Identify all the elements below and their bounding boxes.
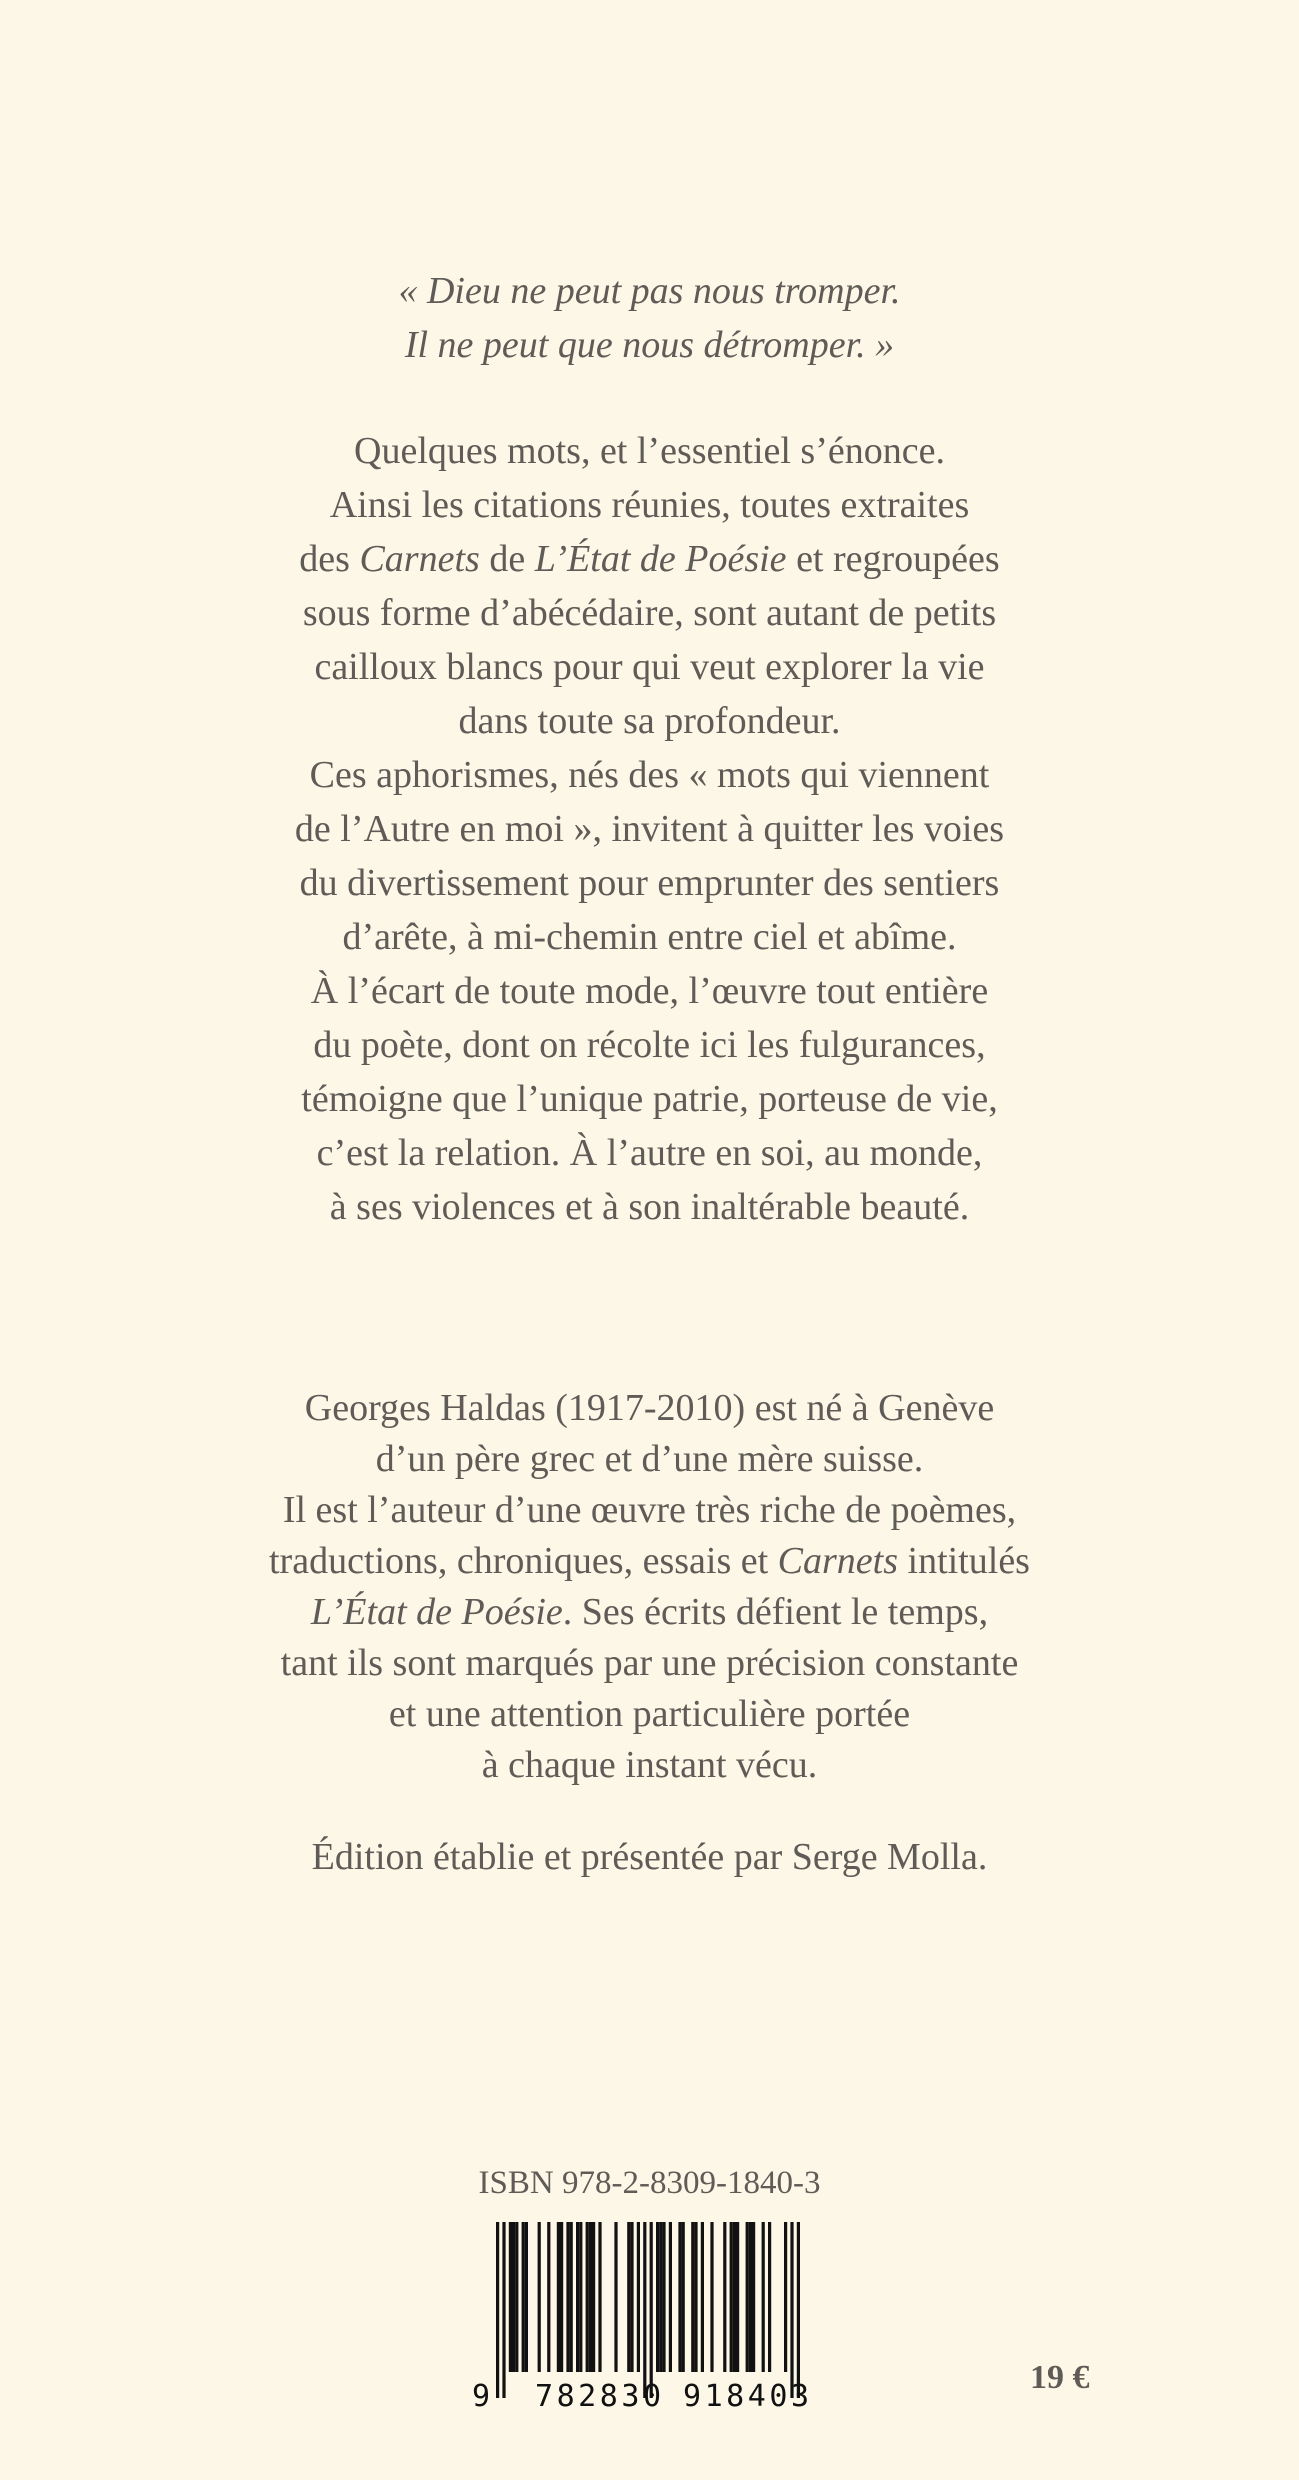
barcode-bar bbox=[694, 2222, 697, 2372]
bio-line: tant ils sont marqués par une précision constante bbox=[280, 1642, 1019, 1684]
blurb-line: Quelques mots, et l’essentiel s’énonce. bbox=[354, 430, 945, 472]
bio-line: Il est l’auteur d’une œuvre très riche de poèmes, bbox=[282, 1489, 1017, 1531]
barcode-bar bbox=[614, 2222, 617, 2372]
blurb-line: du divertissement pour emprunter des sentiers bbox=[299, 862, 1000, 904]
blurb-line: cailloux blancs pour qui veut explorer la vie bbox=[314, 646, 985, 688]
etat-de-poesie-title: L’État de Poésie bbox=[310, 1591, 563, 1633]
blurb-line: dans toute sa profondeur. bbox=[458, 700, 841, 742]
carnets-title: Carnets bbox=[777, 1540, 899, 1582]
blurb-line: du poète, dont on récolte ici les fulgurances, bbox=[313, 1024, 986, 1066]
barcode-bar bbox=[790, 2222, 793, 2398]
edition-credit-text: Édition établie et présentée par Serge Molla. bbox=[311, 1836, 988, 1878]
barcode-bar bbox=[650, 2222, 653, 2398]
barcode-bar bbox=[509, 2222, 512, 2372]
barcode-bar bbox=[736, 2222, 739, 2372]
barcode-bar bbox=[515, 2222, 518, 2372]
barcode-bar bbox=[710, 2222, 713, 2372]
barcode-bar bbox=[723, 2222, 726, 2372]
barcode-bar bbox=[566, 2222, 569, 2372]
barcode-bar bbox=[538, 2222, 541, 2372]
barcode-bar bbox=[749, 2222, 752, 2372]
barcode-bar bbox=[797, 2222, 800, 2398]
barcode-bar bbox=[669, 2222, 672, 2372]
barcode-bar bbox=[656, 2222, 659, 2372]
barcode-bar bbox=[570, 2222, 573, 2372]
blurb-line: À l’écart de toute mode, l’œuvre tout entière bbox=[310, 970, 989, 1012]
barcode-bar bbox=[598, 2222, 601, 2372]
blurb-line: c’est la relation. À l’autre en soi, au monde, bbox=[316, 1132, 983, 1174]
blurb-line: sous forme d’abécédaire, sont autant de petits bbox=[302, 592, 997, 634]
barcode-bar bbox=[547, 2222, 550, 2372]
barcode-bar bbox=[496, 2222, 499, 2398]
blurb-line: Ainsi les citations réunies, toutes extraites bbox=[329, 484, 970, 526]
barcode-bar bbox=[752, 2222, 755, 2372]
barcode-bar bbox=[784, 2222, 787, 2372]
ean-barcode bbox=[470, 2222, 840, 2412]
barcode-bar bbox=[576, 2222, 579, 2372]
bio-line: L’État de Poésie. Ses écrits défient le temps, bbox=[310, 1591, 989, 1633]
bio-line: d’un père grec et d’une mère suisse. bbox=[375, 1438, 924, 1480]
barcode-bar bbox=[522, 2222, 525, 2372]
barcode-bar bbox=[733, 2222, 736, 2372]
barcode-bar bbox=[768, 2222, 771, 2372]
barcode-bar bbox=[502, 2222, 505, 2398]
barcode-bar bbox=[560, 2222, 563, 2372]
blurb-line: Ces aphorismes, nés des « mots qui viennent bbox=[309, 754, 990, 796]
bio-line: et une attention particulière portée bbox=[388, 1693, 911, 1735]
barcode-bar bbox=[525, 2222, 528, 2372]
etat-de-poesie-title: L’État de Poésie bbox=[534, 538, 787, 580]
edition-credit bbox=[0, 1832, 1299, 1883]
barcode-bar bbox=[678, 2222, 681, 2372]
barcode-bar bbox=[592, 2222, 595, 2372]
blurb-line: témoigne que l’unique patrie, porteuse de vie, bbox=[301, 1078, 998, 1120]
barcode-bar bbox=[637, 2222, 640, 2372]
barcode-right-digits: 918403 bbox=[683, 2379, 809, 2412]
epigraph-line-2: Il ne peut que nous détromper. » bbox=[404, 324, 895, 366]
price-label: 19 € bbox=[1030, 2359, 1090, 2396]
barcode-bar bbox=[643, 2222, 646, 2398]
barcode-bar bbox=[662, 2222, 665, 2372]
barcode-left-digits: 782830 bbox=[535, 2379, 661, 2412]
epigraph-quote bbox=[0, 264, 1299, 372]
blurb-line: d’arête, à mi-chemin entre ciel et abîme. bbox=[342, 916, 957, 958]
barcode-bar bbox=[579, 2222, 582, 2372]
barcode-bar bbox=[589, 2222, 592, 2372]
epigraph-line-1: « Dieu ne peut pas nous tromper. bbox=[398, 270, 901, 312]
blurb-line: à ses violences et à son inaltérable beauté. bbox=[329, 1186, 970, 1228]
bio-line: à chaque instant vécu. bbox=[481, 1744, 818, 1786]
barcode-bar bbox=[701, 2222, 704, 2372]
barcode-bar bbox=[659, 2222, 662, 2372]
isbn-number: ISBN 978-2-8309-1840-3 bbox=[478, 2165, 821, 2201]
barcode-bar bbox=[557, 2222, 560, 2372]
author-bio bbox=[0, 1383, 1299, 1791]
barcode-first-digit: 9 bbox=[472, 2379, 491, 2412]
carnets-title: Carnets bbox=[359, 538, 480, 580]
barcode-bar bbox=[627, 2222, 630, 2372]
barcode-bar bbox=[512, 2222, 515, 2372]
blurb-line: des Carnets de L’État de Poésie et regroupées bbox=[299, 538, 1000, 580]
book-blurb bbox=[0, 424, 1299, 1234]
barcode-bar bbox=[691, 2222, 694, 2372]
bio-line: Georges Haldas (1917-2010) est né à Genève bbox=[304, 1387, 995, 1429]
bio-line: traductions, chroniques, essais et Carnets intitulés bbox=[269, 1540, 1030, 1582]
barcode-bar bbox=[730, 2222, 733, 2372]
barcode-bars bbox=[496, 2222, 800, 2398]
barcode-bar bbox=[762, 2222, 765, 2372]
barcode-bar bbox=[586, 2222, 589, 2372]
barcode-bar bbox=[682, 2222, 685, 2372]
barcode-bar bbox=[746, 2222, 749, 2372]
blurb-line: de l’Autre en moi », invitent à quitter les voies bbox=[294, 808, 1005, 850]
barcode-bar bbox=[630, 2222, 633, 2372]
